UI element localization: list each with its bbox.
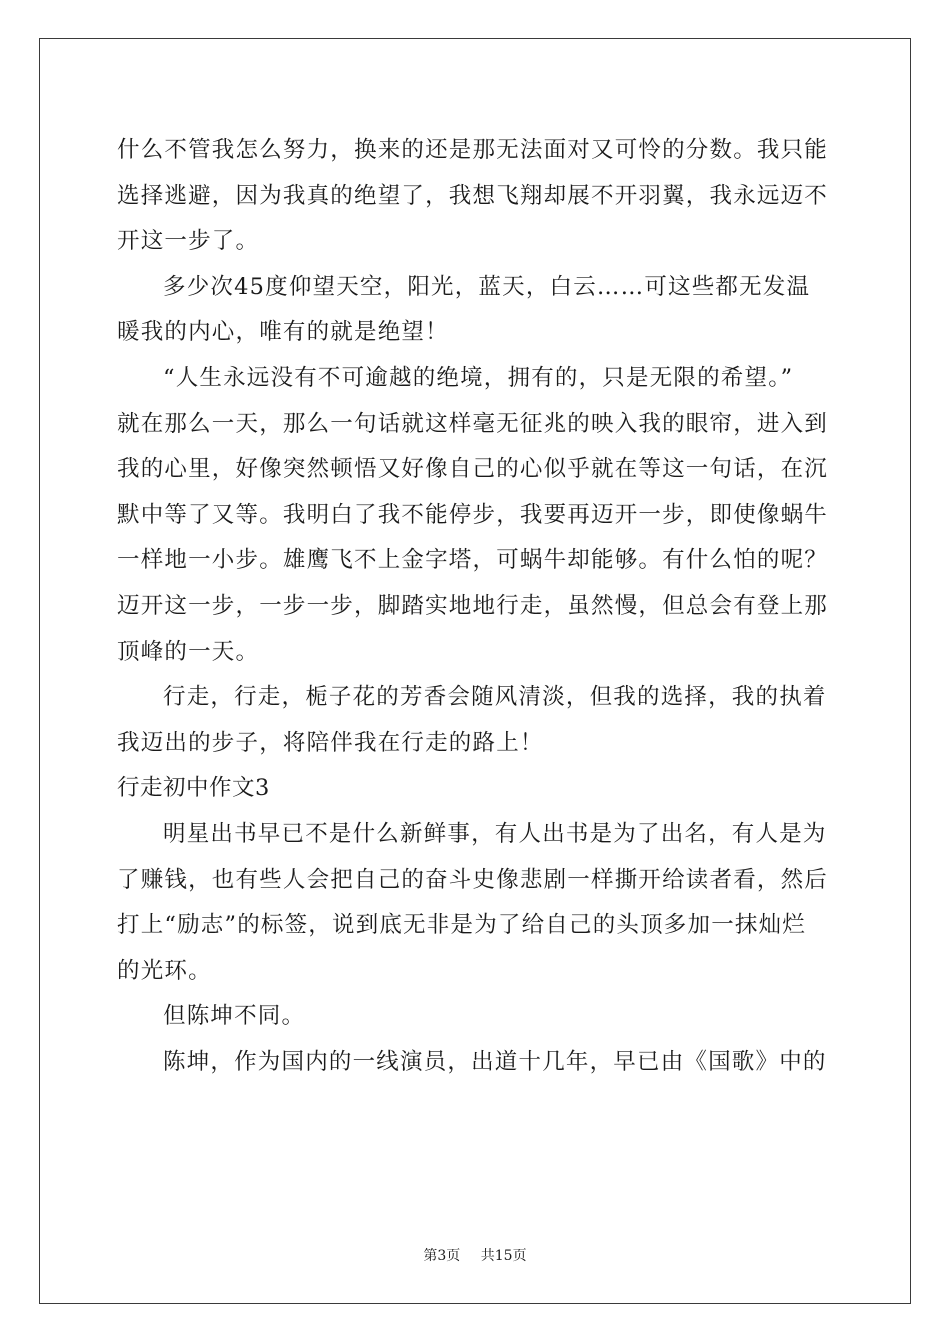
text-line: 暖我的内心，唯有的就是绝望！	[117, 319, 449, 346]
page-footer	[0, 1245, 950, 1265]
text-line: 打上“励志”的标签，说到底无非是为了给自己的头顶多加一抹灿烂	[117, 912, 807, 939]
text-line: 开这一步了。	[117, 228, 260, 255]
text-line: 我的心里，好像突然顿悟又好像自己的心似乎就在等这一句话，在沉	[117, 456, 829, 483]
page-number: 第3页	[423, 1248, 461, 1264]
text-line: 多少次45度仰望天空，阳光，蓝天，白云……可这些都无发温	[163, 273, 811, 300]
text-line: 就在那么一天，那么一句话就这样毫无征兆的映入我的眼帘，进入到	[117, 410, 829, 437]
document-body	[117, 128, 837, 1085]
page-total: 共15页	[480, 1248, 527, 1264]
text-line: 了赚钱，也有些人会把自己的奋斗史像悲剧一样撕开给读者看，然后	[117, 866, 829, 893]
text-line: 陈坤，作为国内的一线演员，出道十几年，早已由《国歌》中的	[163, 1048, 827, 1075]
text-line: 明星出书早已不是什么新鲜事，有人出书是为了出名，有人是为	[163, 820, 827, 847]
text-line: 顶峰的一天。	[117, 638, 260, 665]
text-line: 选择逃避，因为我真的绝望了，我想飞翔却展不开羽翼，我永远迈不	[117, 182, 829, 209]
text-line: 我迈出的步子，将陪伴我在行走的路上！	[117, 729, 544, 756]
text-line: 的光环。	[117, 957, 212, 984]
text-line: 迈开这一步，一步一步，脚踏实地地行走，虽然慢，但总会有登上那	[117, 592, 829, 619]
text-line: 但陈坤不同。	[163, 1003, 306, 1030]
text-line: 什么不管我怎么努力，换来的还是那无法面对又可怜的分数。我只能	[117, 137, 829, 163]
text-line: 一样地一小步。雄鹰飞不上金字塔，可蜗牛却能够。有什么怕的呢？	[117, 547, 829, 574]
text-line: “人生永远没有不可逾越的绝境，拥有的，只是无限的希望。”	[163, 364, 794, 391]
section-heading: 行走初中作文3	[117, 775, 270, 802]
text-line: 行走，行走，栀子花的芳香会随风清淡，但我的选择，我的执着	[163, 684, 827, 711]
text-line: 默中等了又等。我明白了我不能停步，我要再迈开一步，即使像蜗牛	[117, 501, 829, 528]
